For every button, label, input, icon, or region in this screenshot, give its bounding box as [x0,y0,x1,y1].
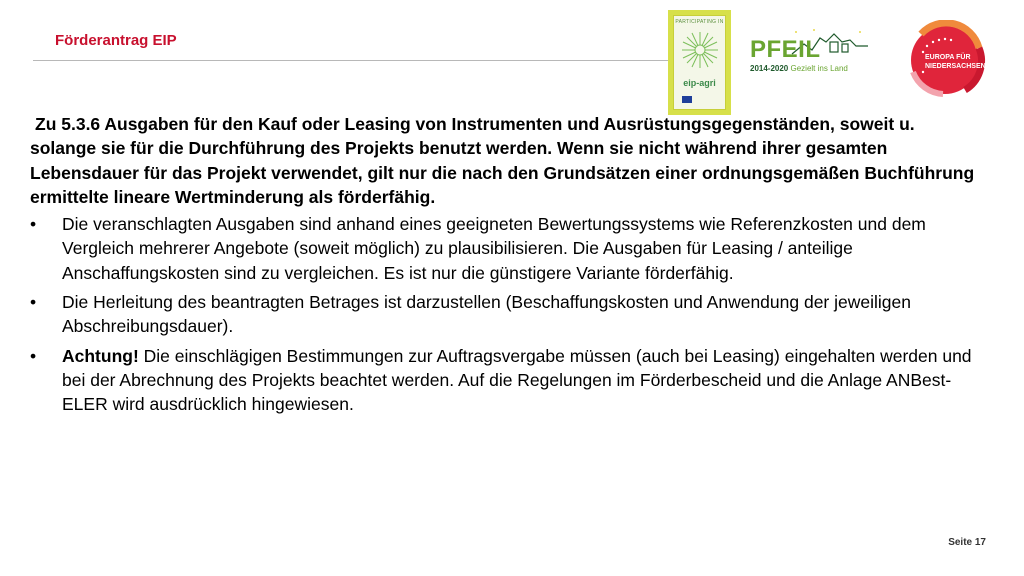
eip-starburst-icon [680,30,720,70]
slide-content [30,112,980,422]
europa-fuer-niedersachsen-logo [903,20,989,98]
eip-agri-badge-inner [673,15,726,110]
bullet-text: Die veranschlagten Ausgaben sind anhand eines geeigneten Bewertungssystems wie Referenzkosten und dem Vergleich mehrerer Angebote (soweit möglich) zu plausibilisieren. Die Ausgaben für Leasing / anteilige Anschaffungskosten sind zu vergleichen. Es ist nur die günstigere Variante förderfähig. [62,214,926,283]
pfeil-tagline: Gezielt ins Land [790,64,848,73]
bullet-marker: • [30,292,37,313]
intro-paragraph [30,112,980,209]
europa-line-1: EUROPA FÜR [925,54,971,61]
eu-flag-icon [682,96,692,103]
bullet-text: Die einschlägigen Bestimmungen zur Auftragsvergabe müssen (auch bei Leasing) eingehalten werden und bei der Abrechnung des Projekts beachtet werden. Auf die Regelungen im Förderbescheid und die Anlage ANBest-ELER wird ausdrücklich hingewiesen. [62,345,972,415]
pfeil-logo [748,22,870,78]
header-divider [33,60,693,61]
intro-text: Zu 5.3.6 Ausgaben für den Kauf oder Leasing von Instrumenten und Ausrüstungsgegenständen, soweit u. solange sie für die Durchführung des Projekts benutzt werden. Wenn sie nicht während ihrer gesamten Lebensdauer für das Projekt verwendet, gilt nur die nach den Grundsätzen einer ordnungsgemäßen Buchführung ermittelte lineare Wertminderung als förderfähig. [30,114,975,207]
pfeil-subtitle [750,64,848,73]
bullet-item [30,290,980,339]
bullet-emphasis: Achtung! [62,345,139,366]
europa-line-2: NIEDERSACHSEN [925,63,986,70]
page-header-title: Förderantrag EIP [55,32,177,49]
eip-agri-logo [668,10,731,115]
pfeil-wordmark: PFEIL [750,36,821,63]
europa-text [925,53,986,71]
bullet-text: Die Herleitung des beantragten Betrages ist darzustellen (Beschaffungskosten und Anwendung der jeweiligen Abschreibungsdauer). [62,292,911,337]
bullet-item [30,344,980,417]
eip-agri-name: eip-agri [683,78,716,88]
bullet-marker: • [30,345,37,366]
eip-participating-label: PARTICIPATING IN [675,19,724,25]
bullet-list [30,212,980,416]
bullet-item [30,212,980,285]
page-number: Seite 17 [948,537,986,548]
bullet-marker: • [30,214,37,235]
pfeil-years: 2014-2020 [750,64,789,73]
